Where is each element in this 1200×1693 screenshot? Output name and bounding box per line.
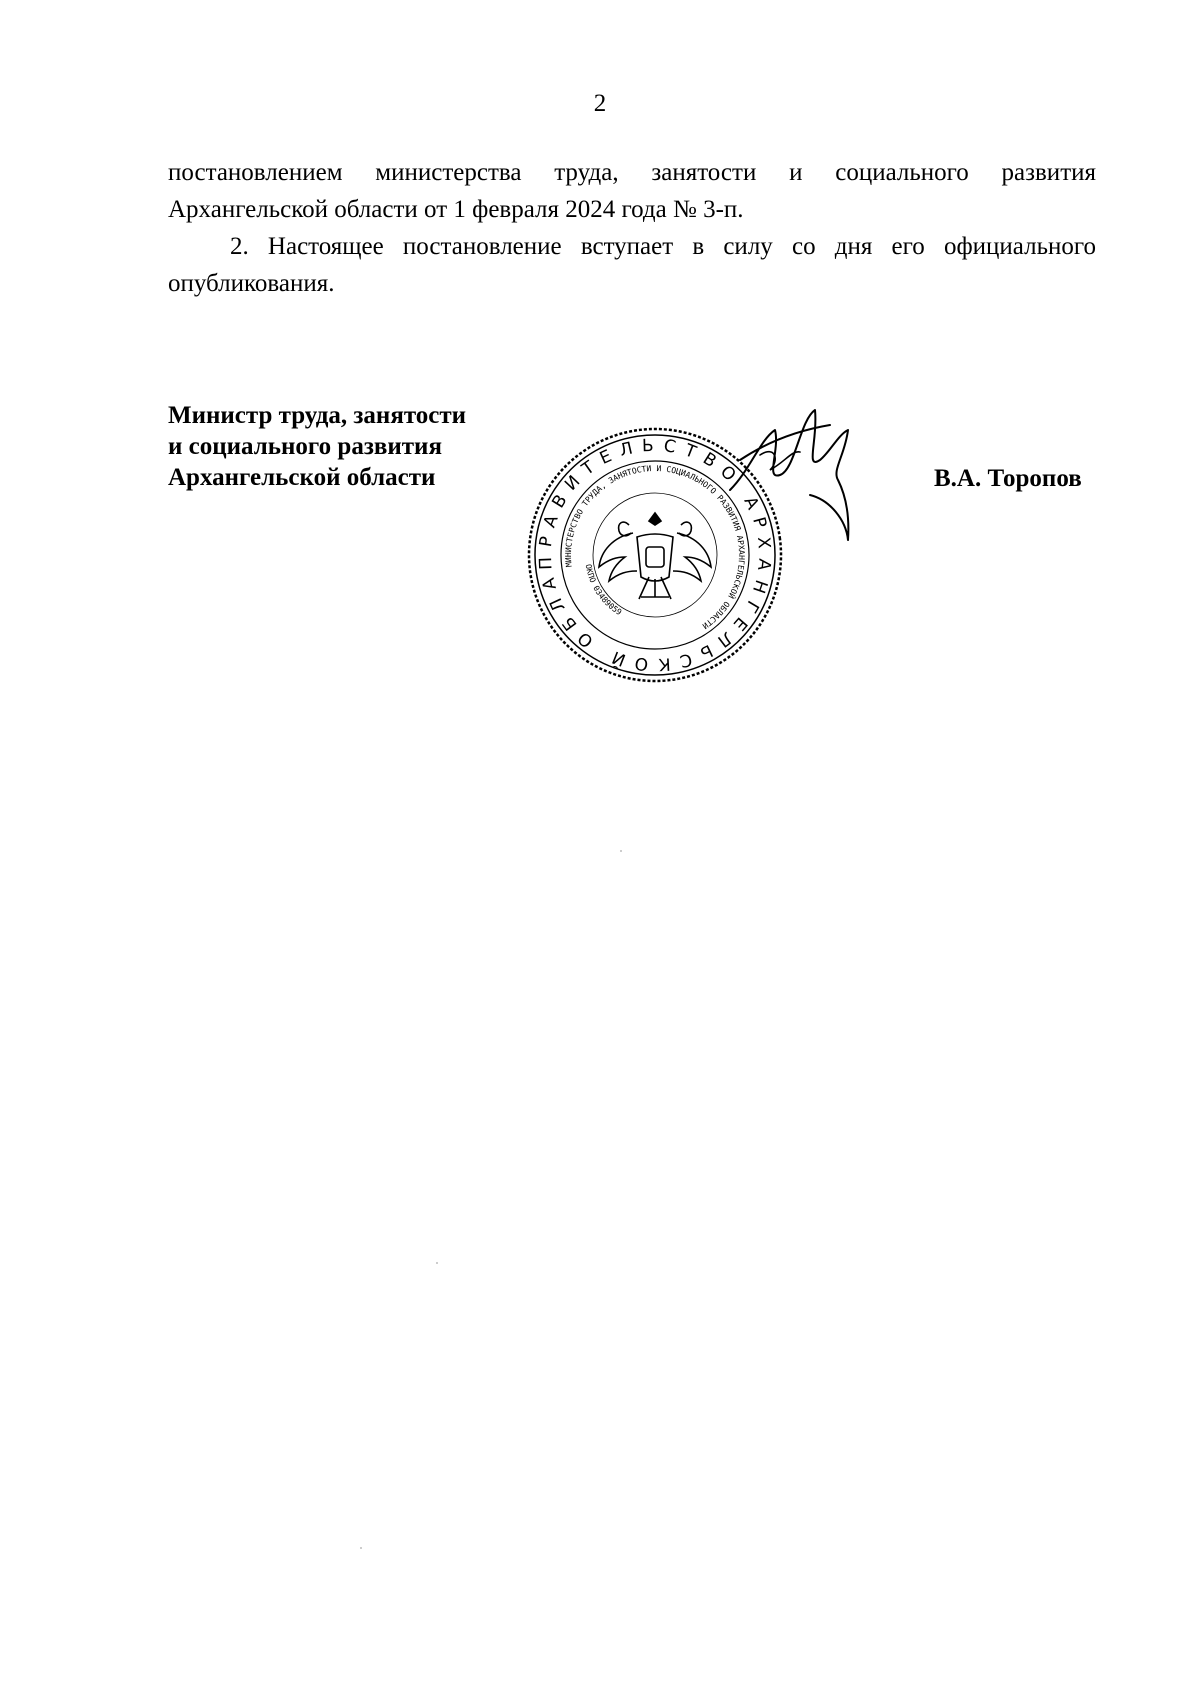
document-body	[168, 154, 1096, 302]
seal-outer-text: ПРАВИТЕЛЬСТВО АРХАНГЕЛЬСКОЙ ОБЛАСТИ	[535, 435, 775, 675]
signer-name: В.А. Торопов	[934, 465, 1082, 492]
seal-okpo-text: ОКПО 03489059	[583, 563, 624, 618]
position-line-3: Архангельской области	[168, 464, 436, 491]
paragraph-effective-date: 2. Настоящее постановление вступает в силу со дня его официального опубликования.	[168, 233, 1096, 297]
handwritten-signature	[720, 400, 860, 600]
double-headed-eagle-icon	[599, 513, 711, 599]
scan-speck	[360, 1547, 362, 1549]
position-line-2: и социального развития	[168, 433, 442, 460]
seal-inner-text: МИНИСТЕРСТВО ТРУДА, ЗАНЯТОСТИ И СОЦИАЛЬНОГО РАЗВИТИЯ АРХАНГЕЛЬСКОЙ ОБЛАСТИ	[563, 463, 747, 631]
signature-icon	[720, 400, 860, 600]
scan-speck	[436, 1262, 438, 1264]
signatory-position	[168, 400, 466, 493]
paragraph-continuation: постановлением министерства труда, занятости и социального развития Архангельской области от 1 февраля 2024 года № 3-п.	[168, 159, 1096, 223]
scan-speck	[620, 850, 622, 852]
page-number: 2	[593, 90, 607, 117]
position-line-1: Министр труда, занятости	[168, 402, 467, 429]
